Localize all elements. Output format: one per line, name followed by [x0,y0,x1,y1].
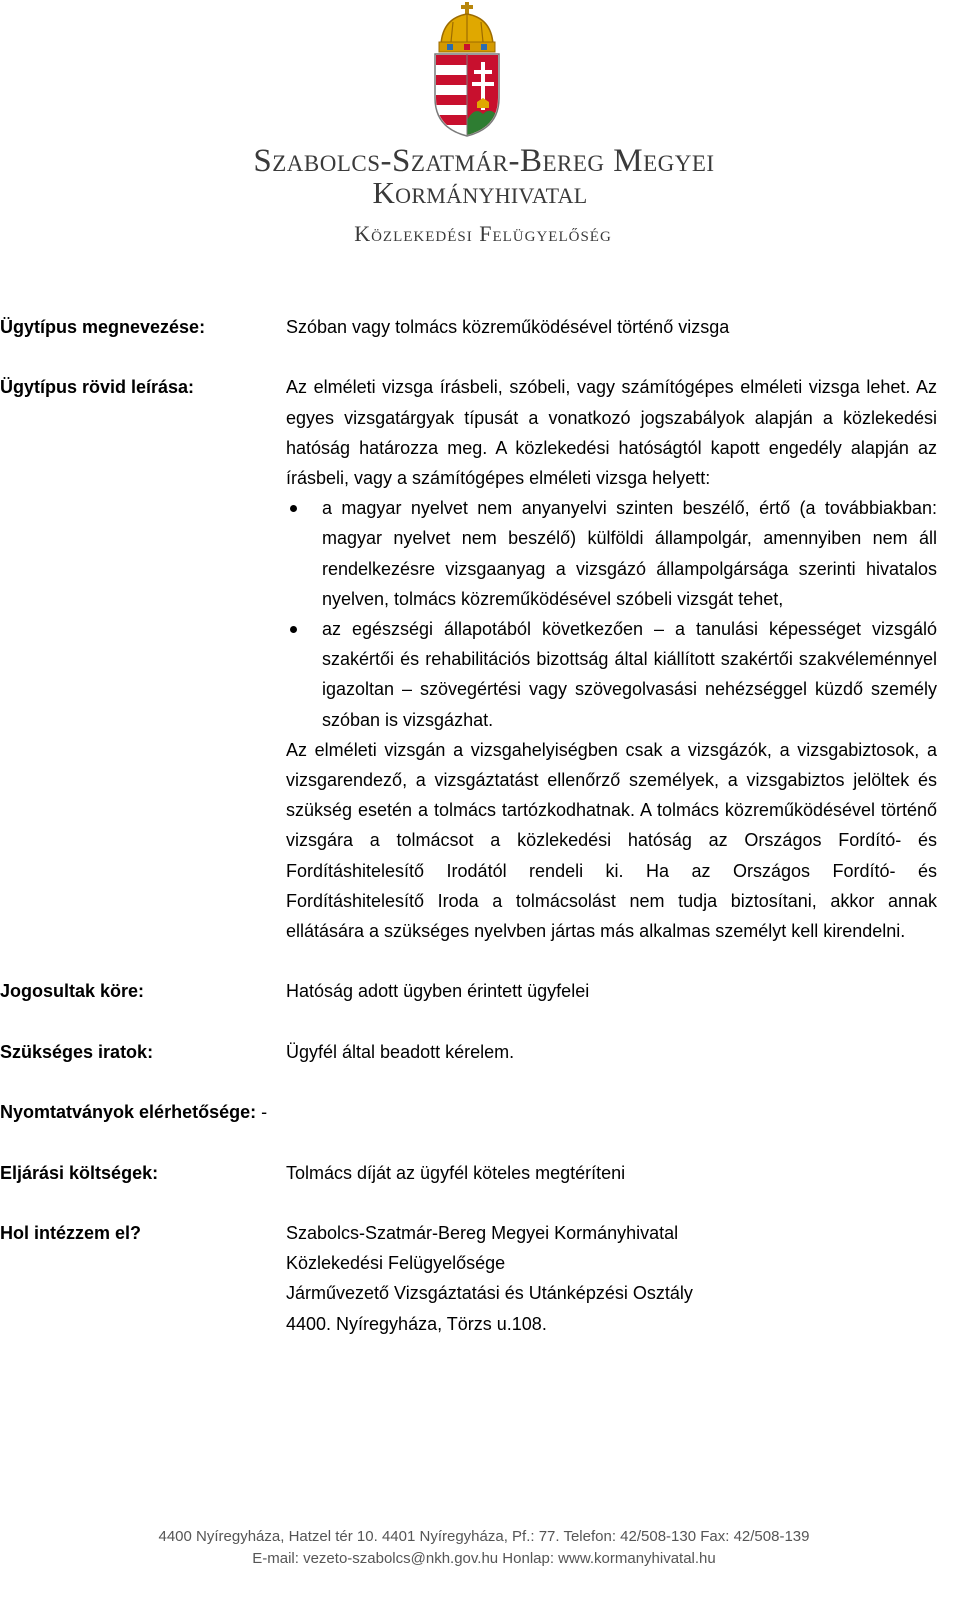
address-line: Szabolcs-Szatmár-Bereg Megyei Kormányhivatal [286,1223,679,1243]
address-line: Közlekedési Felügyelősége [286,1253,506,1274]
field-value: Tolmács díját az ügyfél köteles megtéríteni [286,1162,626,1183]
field-value: Hatóság adott ügyben érintett ügyfelei [286,981,590,1002]
field-value: - [256,1102,268,1123]
letterhead [0,0,960,260]
row-eligible [0,976,960,1006]
field-label: Ügytípus rövid leírása: [0,377,195,398]
field-value: Szóban vagy tolmács közreműködésével történő vizsga [286,317,730,337]
field-label: Szükséges iratok: [0,1041,154,1062]
address-line: Járművezető Vizsgáztatási és Utánképzési Osztály [286,1283,693,1304]
page-footer [0,1526,960,1570]
info-sheet [0,312,960,1369]
row-costs [0,1158,960,1188]
field-value [286,1218,937,1339]
field-label: Eljárási költségek: [0,1162,159,1183]
field-value: Ügyfél által beadott kérelem. [286,1041,515,1062]
field-label: Hol intézzem el? [0,1223,142,1243]
bullet-item: az egészségi állapotából következően – a tanulási képességet vizsgáló szakértői és rehabilitációs bizottság által kiállított szakértői szakvéleménnyel igazoltan – szövegértési vagy szövegolvasási nehézséggel küzdő személy szóban is vizsgázhat. [286,614,937,735]
row-type-name [0,312,960,342]
org-department: Közlekedési Felügyelőség [354,221,612,246]
address-line: 4400. Nyíregyháza, Törzs u.108. [286,1313,547,1334]
field-value [286,372,937,946]
footer-contact: E-mail: vezeto-szabolcs@nkh.gov.hu Honlap: www.kormanyhivatal.hu [252,1550,716,1567]
description-paragraph: Az elméleti vizsgán a vizsgahelyiségben csak a vizsgázók, a vizsgabiztosok, a vizsgarendező, a vizsgáztatást ellenőrző személyek, a vizsgabiztos jelöltek és szükség esetén a tolmács tartózkodhatnak. A tolmács közreműködésével történő vizsgára a tolmácsot a közlekedési hatóság az Országos Fordító- és Fordításhitelesítő Irodától rendeli ki. Ha az Országos Fordító- és Fordításhitelesítő Iroda a tolmácsolást nem tudja biztosítani, akkor annak ellátására a szükséges nyelvben jártas más alkalmas személyt kell kirendelni. [286,739,937,942]
coat-of-arms-icon [433,2,501,138]
bullet-list [286,493,937,735]
footer-address: 4400 Nyíregyháza, Hatzel tér 10. 4401 Nyíregyháza, Pf.: 77. Telefon: 42/508-130 Fax: 42/508-139 [158,1528,810,1545]
org-name-line2: Kormányhivatal [372,175,588,210]
row-short-description [0,372,960,946]
field-label: Nyomtatványok elérhetősége: [0,1102,257,1123]
org-name-line1: Szabolcs-Szatmár-Bereg Megyei [253,143,715,179]
row-forms [0,1097,960,1127]
row-documents [0,1037,960,1067]
field-label: Ügytípus megnevezése: [0,317,206,337]
description-paragraph: Az elméleti vizsga írásbeli, szóbeli, vagy számítógépes elméleti vizsga lehet. Az egyes vizsgatárgyak típusát a vonatkozó jogszabályok alapján a közlekedési hatóság határozza meg. A közlekedési hatóságtól kapott engedély alapján az írásbeli, vagy a számítógépes elméleti vizsga helyett: [286,377,937,488]
bullet-item: a magyar nyelvet nem anyanyelvi szinten beszélő, értő (a továbbiakban: magyar nyelvet nem beszélő) külföldi állampolgár, amennyiben nem áll rendelkezésre vizsgaanyag a vizsgázó állampolgársága szerinti hivatalos nyelven, tolmács közreműködésével szóbeli vizsgát tehet, [286,493,937,614]
row-where [0,1218,960,1339]
field-label: Jogosultak köre: [0,981,145,1002]
